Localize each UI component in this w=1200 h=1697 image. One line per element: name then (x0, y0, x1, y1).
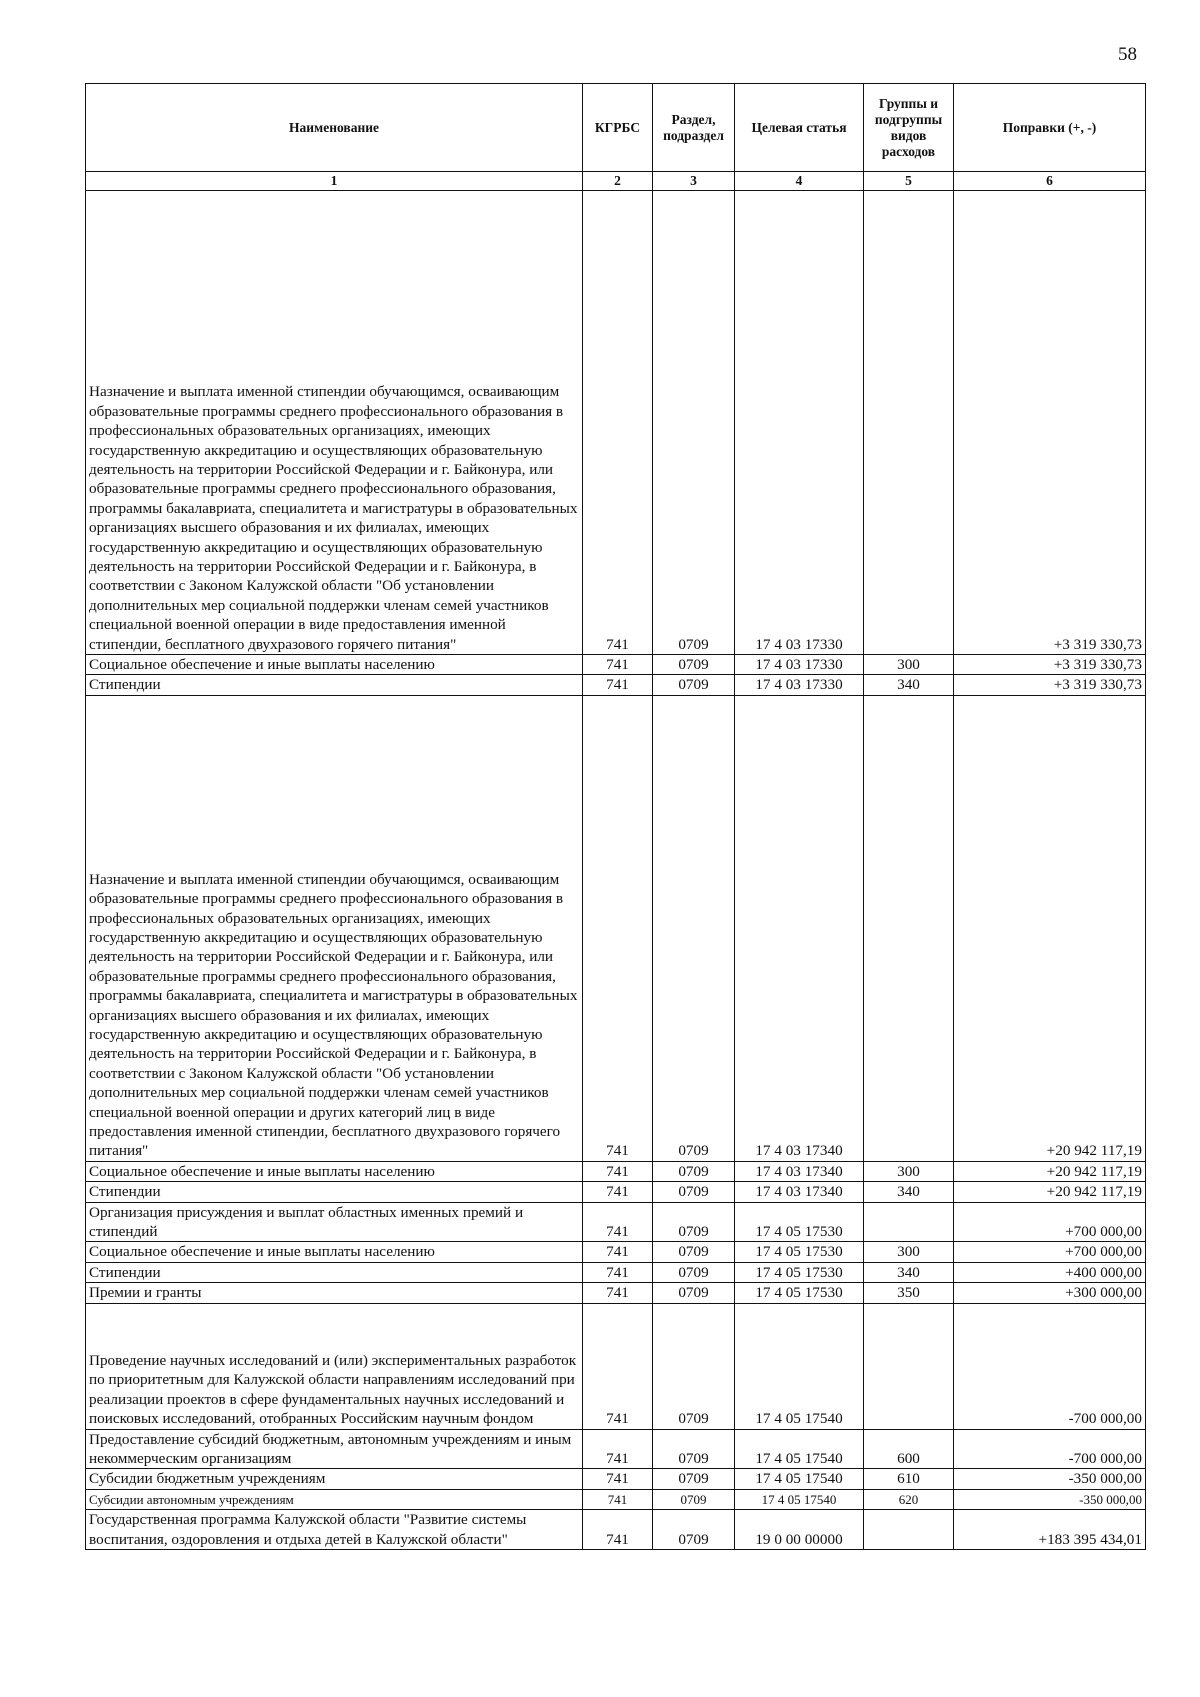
row-razdel: 0709 (653, 1242, 735, 1262)
row-name: Проведение научных исследований и (или) экспериментальных разработок по приоритетным для Калужской области направлениям исследований при реализации проектов в сфере фундаментальных научных исследований и поисковых исследований, отобранных Российским научным фондом (86, 1303, 583, 1429)
row-name: Государственная программа Калужской области "Развитие системы воспитания, оздоровления и отдыха детей в Калужской области" (86, 1510, 583, 1550)
row-kgrbs: 741 (583, 1510, 653, 1550)
row-razdel: 0709 (653, 1262, 735, 1282)
row-kgrbs: 741 (583, 1262, 653, 1282)
table-row (86, 1429, 1146, 1469)
row-target-article: 17 4 05 17540 (735, 1469, 864, 1489)
header-expense-groups: Группы и подгруппы видов расходов (864, 84, 954, 172)
row-name: Стипендии (86, 1182, 583, 1202)
row-razdel: 0709 (653, 1429, 735, 1469)
column-number: 6 (954, 172, 1146, 191)
row-kgrbs: 741 (583, 695, 653, 1161)
table-row (86, 1489, 1146, 1509)
row-amount: +400 000,00 (954, 1262, 1146, 1282)
row-razdel: 0709 (653, 191, 735, 655)
row-name: Стипендии (86, 1262, 583, 1282)
row-expense-group: 600 (864, 1429, 954, 1469)
row-target-article: 17 4 05 17530 (735, 1242, 864, 1262)
row-amount: +3 319 330,73 (954, 675, 1146, 695)
row-razdel: 0709 (653, 1489, 735, 1509)
row-amount: -700 000,00 (954, 1303, 1146, 1429)
row-razdel: 0709 (653, 695, 735, 1161)
row-amount: +20 942 117,19 (954, 1161, 1146, 1181)
row-expense-group (864, 1202, 954, 1242)
table-row (86, 675, 1146, 695)
row-razdel: 0709 (653, 1202, 735, 1242)
header-razdel: Раздел, подраздел (653, 84, 735, 172)
row-razdel: 0709 (653, 1469, 735, 1489)
row-kgrbs: 741 (583, 1429, 653, 1469)
row-target-article: 17 4 05 17530 (735, 1202, 864, 1242)
row-kgrbs: 741 (583, 655, 653, 675)
row-razdel: 0709 (653, 1283, 735, 1303)
row-amount: -700 000,00 (954, 1429, 1146, 1469)
row-name: Социальное обеспечение и иные выплаты населению (86, 1242, 583, 1262)
column-number: 5 (864, 172, 954, 191)
row-amount: +183 395 434,01 (954, 1510, 1146, 1550)
row-razdel: 0709 (653, 675, 735, 695)
row-razdel: 0709 (653, 655, 735, 675)
row-target-article: 17 4 03 17340 (735, 1161, 864, 1181)
row-target-article: 17 4 03 17330 (735, 191, 864, 655)
row-expense-group: 610 (864, 1469, 954, 1489)
row-target-article: 17 4 05 17540 (735, 1489, 864, 1509)
row-expense-group: 300 (864, 1161, 954, 1181)
row-expense-group: 350 (864, 1283, 954, 1303)
row-target-article: 17 4 05 17530 (735, 1262, 864, 1282)
row-target-article: 17 4 05 17540 (735, 1303, 864, 1429)
row-name: Организация присуждения и выплат областных именных премий и стипендий (86, 1202, 583, 1242)
column-number: 3 (653, 172, 735, 191)
row-kgrbs: 741 (583, 1242, 653, 1262)
row-expense-group: 300 (864, 1242, 954, 1262)
row-target-article: 17 4 05 17540 (735, 1429, 864, 1469)
row-amount: +20 942 117,19 (954, 695, 1146, 1161)
row-amount: +700 000,00 (954, 1202, 1146, 1242)
row-expense-group: 340 (864, 1262, 954, 1282)
row-amount: -350 000,00 (954, 1489, 1146, 1509)
table-row (86, 695, 1146, 1161)
budget-amendments-table (85, 83, 1146, 1550)
table-row (86, 191, 1146, 655)
row-kgrbs: 741 (583, 675, 653, 695)
row-target-article: 17 4 03 17340 (735, 1182, 864, 1202)
row-name: Субсидии бюджетным учреждениям (86, 1469, 583, 1489)
row-expense-group (864, 1303, 954, 1429)
row-target-article: 19 0 00 00000 (735, 1510, 864, 1550)
table-row (86, 1242, 1146, 1262)
table-row (86, 1182, 1146, 1202)
row-name: Субсидии автономным учреждениям (86, 1489, 583, 1509)
header-row (86, 84, 1146, 172)
row-expense-group (864, 191, 954, 655)
header-name: Наименование (86, 84, 583, 172)
column-number: 1 (86, 172, 583, 191)
header-target-article: Целевая статья (735, 84, 864, 172)
row-razdel: 0709 (653, 1161, 735, 1181)
row-name: Премии и гранты (86, 1283, 583, 1303)
row-name: Назначение и выплата именной стипендии обучающимся, осваивающим образовательные программы среднего профессионального образования в профессиональных образовательных организациях, имеющих государственную аккредитацию и осуществляющих образовательную деятельность на территории Российской Федерации и г. Байконура, или образовательные программы среднего профессионального образования, программы бакалавриата, специалитета и магистратуры в образовательных организациях высшего образования и их филиалах, имеющих государственную аккредитацию и осуществляющих образовательную деятельность на территории Российской Федерации и г. Байконура, в соответствии с Законом Калужской области "Об установлении дополнительных мер социальной поддержки членам семей участников специальной военной операции и других категорий лиц в виде предоставления именной стипендии, бесплатного двухразового горячего питания" (86, 695, 583, 1161)
row-expense-group: 340 (864, 675, 954, 695)
table-row (86, 1303, 1146, 1429)
table-row (86, 1283, 1146, 1303)
row-target-article: 17 4 03 17330 (735, 675, 864, 695)
row-kgrbs: 741 (583, 1161, 653, 1181)
table-row (86, 1161, 1146, 1181)
header-kgrbs: КГРБС (583, 84, 653, 172)
row-razdel: 0709 (653, 1510, 735, 1550)
row-expense-group: 300 (864, 655, 954, 675)
row-target-article: 17 4 05 17530 (735, 1283, 864, 1303)
row-amount: +3 319 330,73 (954, 191, 1146, 655)
table-row (86, 1510, 1146, 1550)
row-amount: +20 942 117,19 (954, 1182, 1146, 1202)
column-number: 4 (735, 172, 864, 191)
row-kgrbs: 741 (583, 1202, 653, 1242)
row-amount: +3 319 330,73 (954, 655, 1146, 675)
row-razdel: 0709 (653, 1303, 735, 1429)
table-row (86, 655, 1146, 675)
row-expense-group (864, 1510, 954, 1550)
row-kgrbs: 741 (583, 1283, 653, 1303)
table-row (86, 1469, 1146, 1489)
row-kgrbs: 741 (583, 191, 653, 655)
row-name: Предоставление субсидий бюджетным, автономным учреждениям и иным некоммерческим организациям (86, 1429, 583, 1469)
row-razdel: 0709 (653, 1182, 735, 1202)
column-number-row (86, 172, 1146, 191)
row-amount: +300 000,00 (954, 1283, 1146, 1303)
row-name: Назначение и выплата именной стипендии обучающимся, осваивающим образовательные программы среднего профессионального образования в профессиональных образовательных организациях, имеющих государственную аккредитацию и осуществляющих образовательную деятельность на территории Российской Федерации и г. Байконура, или образовательные программы среднего профессионального образования, программы бакалавриата, специалитета и магистратуры в образовательных организациях высшего образования и их филиалах, имеющих государственную аккредитацию и осуществляющих образовательную деятельность на территории Российской Федерации и г. Байконура, в соответствии с Законом Калужской области "Об установлении дополнительных мер социальной поддержки членам семей участников специальной военной операции в виде предоставления именной стипендии, бесплатного двухразового горячего питания" (86, 191, 583, 655)
row-expense-group: 340 (864, 1182, 954, 1202)
row-target-article: 17 4 03 17330 (735, 655, 864, 675)
row-name: Социальное обеспечение и иные выплаты населению (86, 655, 583, 675)
table-row (86, 1262, 1146, 1282)
header-amendments: Поправки (+, -) (954, 84, 1146, 172)
row-expense-group: 620 (864, 1489, 954, 1509)
row-kgrbs: 741 (583, 1469, 653, 1489)
page-number: 58 (1118, 44, 1137, 65)
row-kgrbs: 741 (583, 1489, 653, 1509)
row-kgrbs: 741 (583, 1182, 653, 1202)
table-row (86, 1202, 1146, 1242)
row-kgrbs: 741 (583, 1303, 653, 1429)
column-number: 2 (583, 172, 653, 191)
row-target-article: 17 4 03 17340 (735, 695, 864, 1161)
row-name: Социальное обеспечение и иные выплаты населению (86, 1161, 583, 1181)
row-amount: -350 000,00 (954, 1469, 1146, 1489)
row-amount: +700 000,00 (954, 1242, 1146, 1262)
row-expense-group (864, 695, 954, 1161)
row-name: Стипендии (86, 675, 583, 695)
